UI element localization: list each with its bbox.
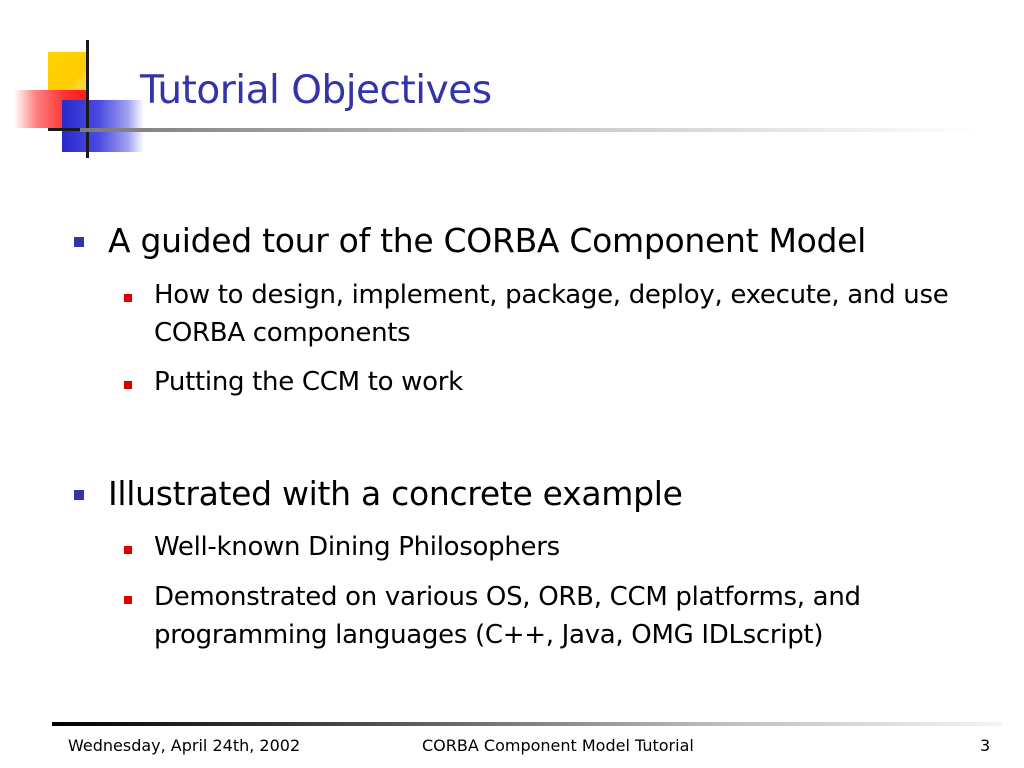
sub-bullet-square-icon	[124, 596, 132, 604]
logo-vertical-line	[86, 40, 89, 158]
sub-bullet-item: Demonstrated on various OS, ORB, CCM platforms, and programming languages (C++, Java, OMG IDLscript)	[154, 582, 861, 650]
page-number: 3	[980, 736, 991, 755]
footer-title: CORBA Component Model Tutorial	[422, 736, 694, 755]
logo-blue-square	[62, 100, 144, 152]
title-divider	[80, 128, 980, 132]
sub-bullet-square-icon	[124, 294, 132, 302]
sub-bullet-item: How to design, implement, package, deploy, execute, and use CORBA components	[154, 280, 949, 348]
bullet-item: Illustrated with a concrete example	[108, 474, 683, 513]
footer-divider	[52, 722, 1002, 726]
bullet-square-icon	[74, 490, 84, 500]
sub-bullet-square-icon	[124, 546, 132, 554]
slide-title: Tutorial Objectives	[140, 68, 492, 113]
sub-bullet-item: Putting the CCM to work	[154, 367, 463, 397]
bullet-square-icon	[74, 237, 84, 247]
sub-bullet-square-icon	[124, 381, 132, 389]
footer-date: Wednesday, April 24th, 2002	[68, 736, 301, 755]
sub-bullet-item: Well-known Dining Philosophers	[154, 532, 560, 562]
bullet-item: A guided tour of the CORBA Component Model	[108, 221, 867, 260]
slide-logo-icon	[0, 0, 150, 170]
